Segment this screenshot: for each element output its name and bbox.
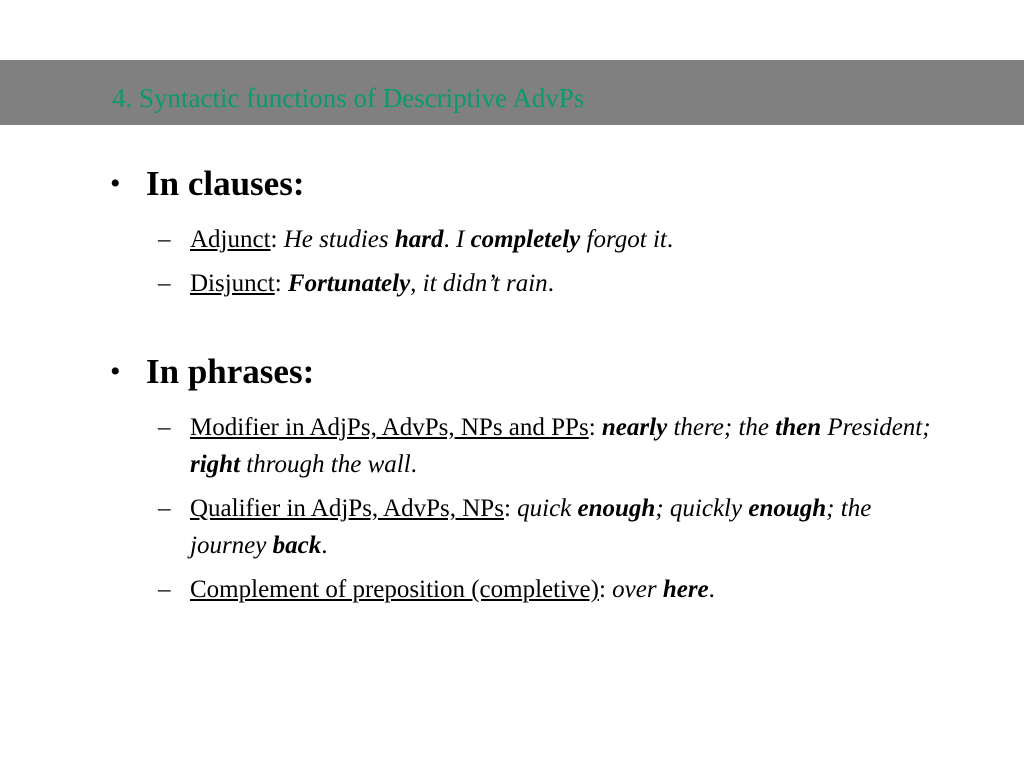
example-text: I bbox=[456, 226, 471, 253]
term-label: Disjunct bbox=[190, 270, 275, 297]
example-text: enough bbox=[577, 495, 656, 522]
example-text: forgot it bbox=[580, 226, 667, 253]
example-text: ; quickly bbox=[655, 495, 749, 522]
example-text: . bbox=[708, 576, 715, 603]
list-item bbox=[108, 221, 938, 258]
list-item bbox=[108, 265, 938, 302]
example-text: enough bbox=[748, 495, 827, 522]
term-label: Modifier in AdjPs, AdvPs, NPs and PPs bbox=[190, 414, 589, 441]
example-text: over bbox=[612, 576, 663, 603]
term-separator: : bbox=[588, 414, 602, 441]
example-text: right bbox=[190, 451, 241, 478]
example-text: . bbox=[666, 226, 674, 253]
example-text: , it didn’t rain bbox=[410, 270, 548, 297]
section-heading: In clauses: bbox=[146, 164, 305, 203]
bullet-dot-icon: • bbox=[110, 355, 121, 388]
sub-list bbox=[108, 409, 938, 608]
example-text: . bbox=[410, 451, 417, 478]
example-text: completely bbox=[470, 226, 581, 253]
term-separator: : bbox=[274, 270, 288, 297]
example-text: . bbox=[443, 226, 456, 253]
term-separator: : bbox=[503, 495, 518, 522]
term-separator: : bbox=[598, 576, 613, 603]
dash-icon: – bbox=[158, 226, 171, 253]
slide-content bbox=[108, 162, 938, 608]
dash-icon: – bbox=[158, 495, 171, 522]
example-text: . bbox=[321, 532, 328, 559]
bullet-dot-icon: • bbox=[110, 167, 121, 200]
term-label: Qualifier in AdjPs, AdvPs, NPs bbox=[190, 495, 504, 522]
example-text: hard bbox=[394, 226, 444, 253]
list-item bbox=[108, 409, 938, 483]
example-text: then bbox=[775, 414, 822, 441]
example-text: President; bbox=[821, 414, 931, 441]
list-item bbox=[108, 490, 938, 564]
section-in-phrases bbox=[108, 350, 938, 608]
list-item bbox=[108, 571, 938, 608]
bullet-heading bbox=[108, 350, 938, 394]
dash-icon: – bbox=[158, 270, 171, 297]
example-text: here bbox=[662, 576, 709, 603]
term-label: Adjunct bbox=[190, 226, 271, 253]
example-text: . bbox=[547, 270, 554, 297]
example-text: quick bbox=[517, 495, 578, 522]
dash-icon: – bbox=[158, 576, 171, 603]
example-text: He studies bbox=[283, 226, 395, 253]
example-text: there; the bbox=[667, 414, 776, 441]
example-text: back bbox=[272, 532, 322, 559]
example-text: ; the journey bbox=[190, 495, 872, 559]
slide-title: 4. Syntactic functions of Descriptive AdvPs bbox=[112, 83, 585, 113]
term-separator: : bbox=[270, 226, 284, 253]
example-text: Fortunately bbox=[287, 270, 411, 297]
bullet-heading bbox=[108, 162, 938, 206]
dash-icon: – bbox=[158, 414, 171, 441]
sub-list bbox=[108, 221, 938, 302]
section-heading: In phrases: bbox=[146, 352, 315, 391]
example-text: through the wall bbox=[240, 451, 411, 478]
section-in-clauses bbox=[108, 162, 938, 302]
term-label: Complement of preposition (completive) bbox=[190, 576, 599, 603]
example-text: nearly bbox=[601, 414, 668, 441]
